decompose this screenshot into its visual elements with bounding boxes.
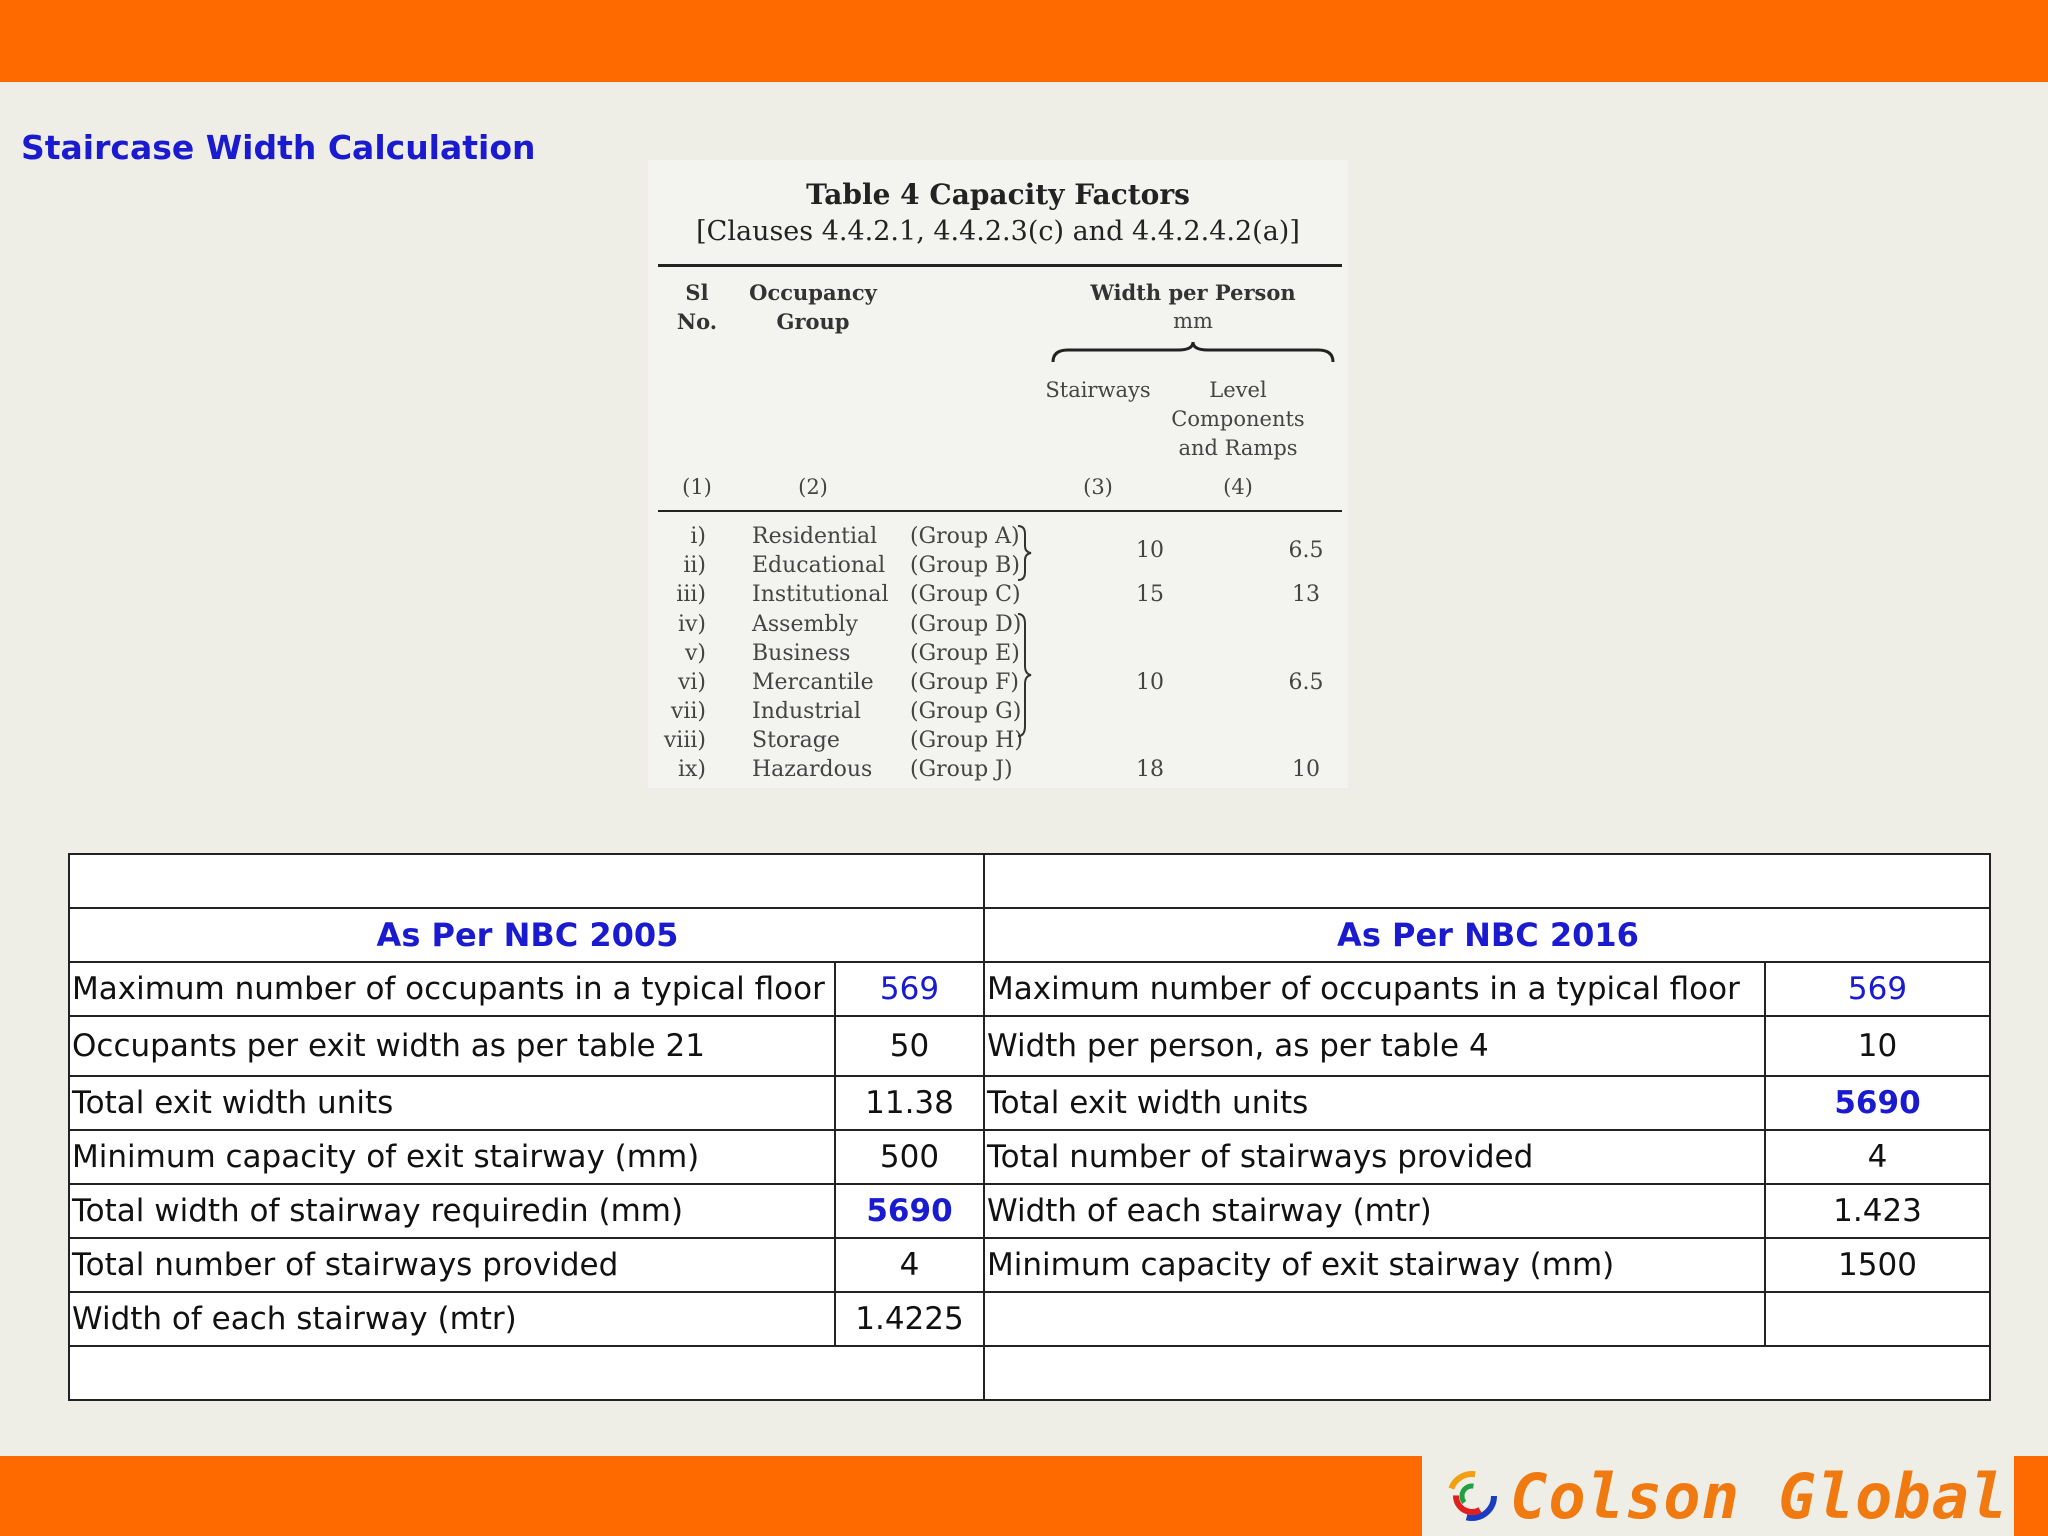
nbc2005-value: 569: [835, 962, 984, 1016]
nbc2016-label: Total exit width units: [984, 1076, 1765, 1130]
row-group: (Group E): [910, 641, 1020, 666]
nbc2005-label: Minimum capacity of exit stairway (mm): [69, 1130, 835, 1184]
row-no: iv): [677, 612, 706, 637]
nbc2005-label: Occupants per exit width as per table 21: [69, 1016, 835, 1076]
nbc2016-value: 1500: [1765, 1238, 1990, 1292]
nbc2016-label: Width of each stairway (mtr): [984, 1184, 1765, 1238]
capacity-table-title: Table 4 Capacity Factors: [806, 178, 1190, 211]
level-value: 6.5: [1288, 538, 1324, 563]
row-group: (Group J): [910, 757, 1013, 782]
row-no: vii): [670, 699, 706, 724]
table-row: [69, 908, 1990, 962]
stairways-header: Stairways: [1045, 378, 1151, 402]
nbc-comparison-table: [68, 853, 1991, 1401]
nbc2005-label: Total number of stairways provided: [69, 1238, 835, 1292]
nbc2005-value: 50: [835, 1016, 984, 1076]
row-group: (Group D): [910, 612, 1022, 637]
row-group: (Group A): [910, 524, 1020, 549]
bottom-banner: [0, 1456, 1422, 1536]
col-number-3: (3): [1083, 475, 1113, 499]
table-row: [69, 1238, 1990, 1292]
table-row: [69, 854, 1990, 908]
row-occupancy: Mercantile: [752, 670, 874, 695]
empty-cell: [984, 1346, 1990, 1400]
table-row: [69, 1076, 1990, 1130]
group-braces: [1016, 524, 1040, 794]
level-value: 6.5: [1288, 670, 1324, 695]
row-no: viii): [663, 728, 706, 753]
header-top-rule: [658, 264, 1342, 267]
nbc2005-label: Total exit width units: [69, 1076, 835, 1130]
row-group: (Group H): [910, 728, 1023, 753]
row-occupancy: Business: [752, 641, 851, 666]
nbc2016-value: 569: [1765, 962, 1990, 1016]
unit-label: mm: [1173, 309, 1213, 333]
row-no: ii): [683, 553, 706, 578]
row-no: iii): [676, 582, 706, 607]
empty-cell: [984, 1292, 1765, 1346]
top-banner: [0, 0, 2048, 82]
col-number-1: (1): [682, 475, 712, 499]
nbc2016-label: Width per person, as per table 4: [984, 1016, 1765, 1076]
row-occupancy: Residential: [752, 524, 878, 549]
empty-cell: [984, 854, 1990, 908]
stairways-value: 10: [1136, 670, 1164, 695]
stairways-value: 15: [1136, 582, 1164, 607]
row-no: v): [684, 641, 706, 666]
company-logo: [1422, 1456, 2014, 1536]
table-row: [69, 962, 1990, 1016]
nbc2005-value: 11.38: [835, 1076, 984, 1130]
nbc2016-heading: As Per NBC 2016: [984, 908, 1990, 962]
nbc2005-label: Total width of stairway requiredin (mm): [69, 1184, 835, 1238]
empty-cell: [1765, 1292, 1990, 1346]
header-bottom-rule: [658, 510, 1342, 512]
row-no: i): [690, 524, 706, 549]
row-occupancy: Assembly: [752, 612, 858, 637]
table-row: [69, 1130, 1990, 1184]
nbc2005-label: Width of each stairway (mtr): [69, 1292, 835, 1346]
table-row: [69, 1184, 1990, 1238]
row-occupancy: Industrial: [752, 699, 861, 724]
table-row: [69, 1016, 1990, 1076]
row-group: (Group F): [910, 670, 1020, 695]
col-number-2: (2): [798, 475, 828, 499]
row-group: (Group C): [910, 582, 1021, 607]
sl-no-header: Sl No.: [676, 280, 718, 334]
row-occupancy: Hazardous: [752, 757, 873, 782]
nbc2016-value: 1.423: [1765, 1184, 1990, 1238]
level-value: 10: [1292, 757, 1320, 782]
row-group: (Group G): [910, 699, 1022, 724]
nbc2016-value: 5690: [1765, 1076, 1990, 1130]
nbc2016-label: Total number of stairways provided: [984, 1130, 1765, 1184]
level-value: 13: [1292, 582, 1320, 607]
capacity-table-subtitle: [Clauses 4.4.2.1, 4.4.2.3(c) and 4.4.2.4.2(a)]: [696, 216, 1300, 247]
logo-swirl-icon: [1442, 1470, 1498, 1522]
stairways-value: 18: [1136, 757, 1164, 782]
nbc2005-value: 500: [835, 1130, 984, 1184]
nbc2016-value: 4: [1765, 1130, 1990, 1184]
col-number-4: (4): [1223, 475, 1253, 499]
table-row: [69, 1346, 1990, 1400]
stairways-value: 10: [1136, 538, 1164, 563]
level-components-header: Level Components and Ramps: [1171, 378, 1305, 460]
nbc2005-heading: As Per NBC 2005: [69, 908, 984, 962]
row-group: (Group B): [910, 553, 1020, 578]
empty-cell: [69, 1346, 984, 1400]
nbc2005-value: 1.4225: [835, 1292, 984, 1346]
header-brace: [1048, 340, 1338, 370]
capacity-factors-table-image: [648, 160, 1348, 788]
nbc2005-value: 4: [835, 1238, 984, 1292]
row-occupancy: Institutional: [752, 582, 889, 607]
nbc2005-value: 5690: [835, 1184, 984, 1238]
width-per-person-header: Width per Person: [1090, 280, 1296, 305]
nbc2016-label: Minimum capacity of exit stairway (mm): [984, 1238, 1765, 1292]
nbc2016-label: Maximum number of occupants in a typical floor: [984, 962, 1765, 1016]
row-occupancy: Storage: [752, 728, 840, 753]
nbc2005-label: Maximum number of occupants in a typical floor: [69, 962, 835, 1016]
slide-title: Staircase Width Calculation: [21, 128, 536, 167]
nbc2016-value: 10: [1765, 1016, 1990, 1076]
row-no: ix): [677, 757, 706, 782]
row-occupancy: Educational: [752, 553, 886, 578]
empty-cell: [69, 854, 984, 908]
occupancy-header: Occupancy Group: [749, 280, 877, 334]
bottom-banner-edge: [2014, 1456, 2048, 1536]
logo-text: Colson Global: [1510, 1460, 2009, 1533]
table-row: [69, 1292, 1990, 1346]
row-no: vi): [677, 670, 706, 695]
